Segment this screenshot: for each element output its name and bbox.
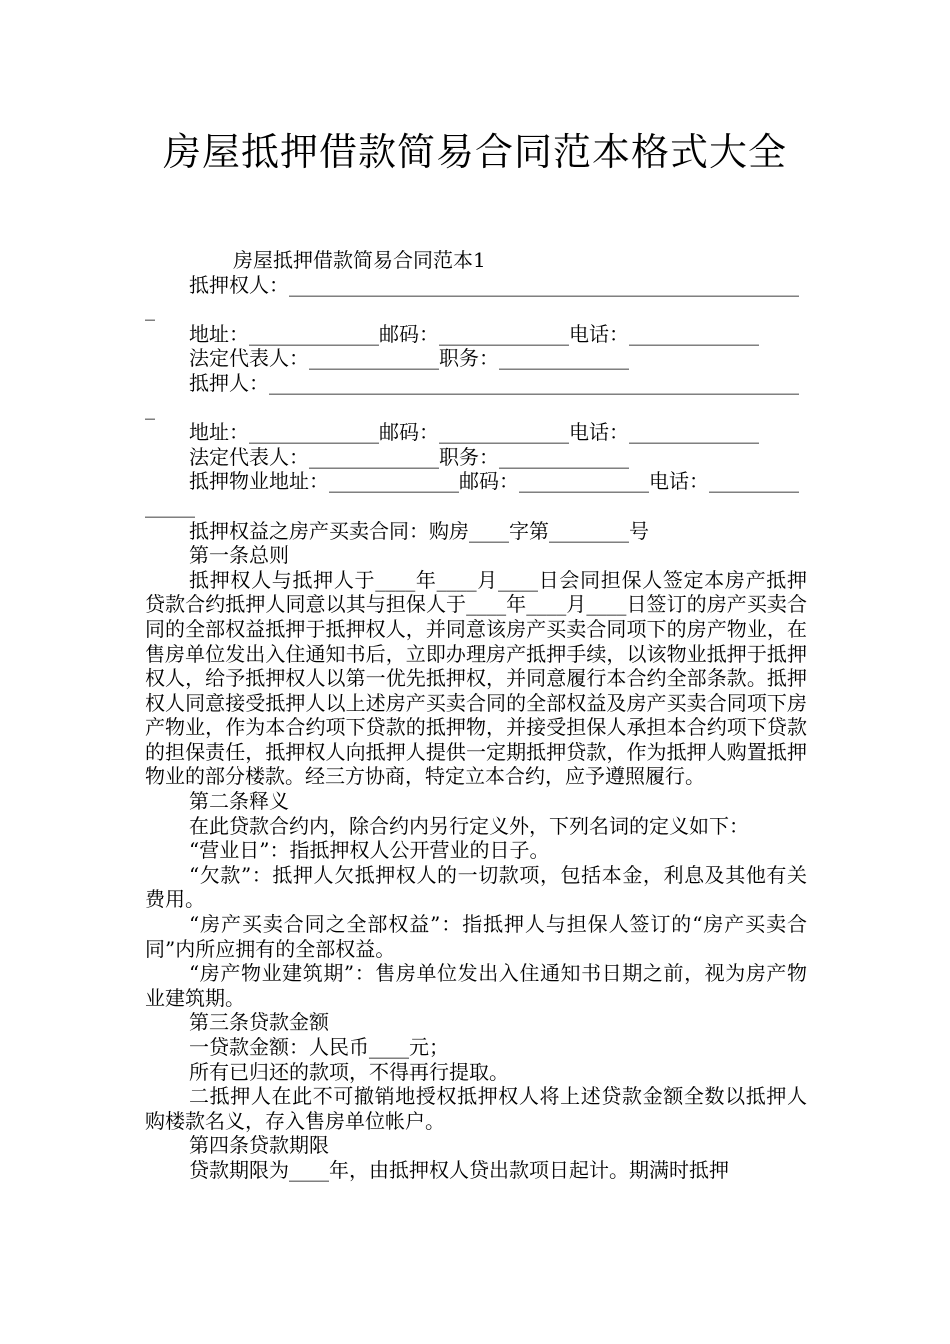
article-1-paragraph: 抵押权人与抵押人于____年____月____日会同担保人签定本房产抵押贷款合约抵押人同意以其与担保人于____年____月____日签订的房产买卖合同的全部权益抵押于抵押权人，并同意该房产买卖合同项下的房产物业，在售房单位发出入住通知书后，立即办理房产抵押手续，以该物业抵押于抵押权人，给予抵押权人以第一优先抵押权，并同意履行本合约全部条款。抵押权人同意接受抵押人以上述房产买卖合同的全部权益及房产买卖合同项下房产物业，作为本合约项下贷款的抵押物，并接受担保人承担本合约项下贷款的担保责任，抵押权人向抵押人提供一定期抵押贷款，作为抵押人购置抵押物业的部分楼款。经三方协商，特定立本合约，应予遵照履行。 xyxy=(145,567,807,789)
article-3-heading: 第三条贷款金额 xyxy=(189,1010,329,1035)
document-body xyxy=(145,248,807,1183)
repaid-amount-line: 所有已归还的款项，不得再行提取。 xyxy=(189,1059,509,1084)
mortgagee-representative-line: 法定代表人：_____________职务：_____________ xyxy=(189,346,629,371)
definitions-intro: 在此贷款合约内，除合约内另行定义外，下列名词的定义如下： xyxy=(189,813,749,838)
purchase-contract-line: 抵押权益之房产买卖合同：购房____字第________号 xyxy=(189,518,649,543)
mortgagor-representative-line: 法定代表人：_____________职务：_____________ xyxy=(189,444,629,469)
mortgagor-field: 抵押人：______________________________________________________ xyxy=(145,370,799,420)
mortgagee-field: 抵押权人：____________________________________________________ xyxy=(145,272,799,322)
article-2-heading: 第二条释义 xyxy=(189,789,289,814)
contract-subtitle: 房屋抵押借款简易合同范本1 xyxy=(233,248,486,272)
article-1-heading: 第一条总则 xyxy=(189,543,289,568)
definition-arrears: “欠款”：抵押人欠抵押权人的一切款项，包括本金，利息及其他有关费用。 xyxy=(145,862,807,912)
loan-amount-line: 一贷款金额：人民币____元； xyxy=(189,1035,449,1059)
definition-construction-period: “房产物业建筑期”：售房单位发出入住通知书日期之前，视为房产物业建筑期。 xyxy=(145,961,807,1010)
mortgagee-address-line: 地址：_____________邮码：_____________电话：_____________ xyxy=(189,321,759,346)
definition-business-day: “营业日”：指抵押权人公开营业的日子。 xyxy=(189,838,550,863)
property-address-line: 抵押物业地址：_____________邮码：_____________电话：______________ xyxy=(145,469,799,518)
mortgagor-address-line: 地址：_____________邮码：_____________电话：_____________ xyxy=(189,420,759,445)
loan-term-line: 贷款期限为____年，由抵押权人贷出款项日起计。期满时抵押 xyxy=(189,1157,729,1182)
definition-contract-rights: “房产买卖合同之全部权益”：指抵押人与担保人签订的“房产买卖合同”内所应拥有的全部权益。 xyxy=(145,912,807,961)
article-4-heading: 第四条贷款期限 xyxy=(189,1133,329,1158)
authorization-paragraph: 二抵押人在此不可撤销地授权抵押权人将上述贷款金额全数以抵押人购楼款名义，存入售房单位帐户。 xyxy=(145,1084,807,1133)
document-title: 房屋抵押借款简易合同范本格式大全 xyxy=(162,130,787,174)
